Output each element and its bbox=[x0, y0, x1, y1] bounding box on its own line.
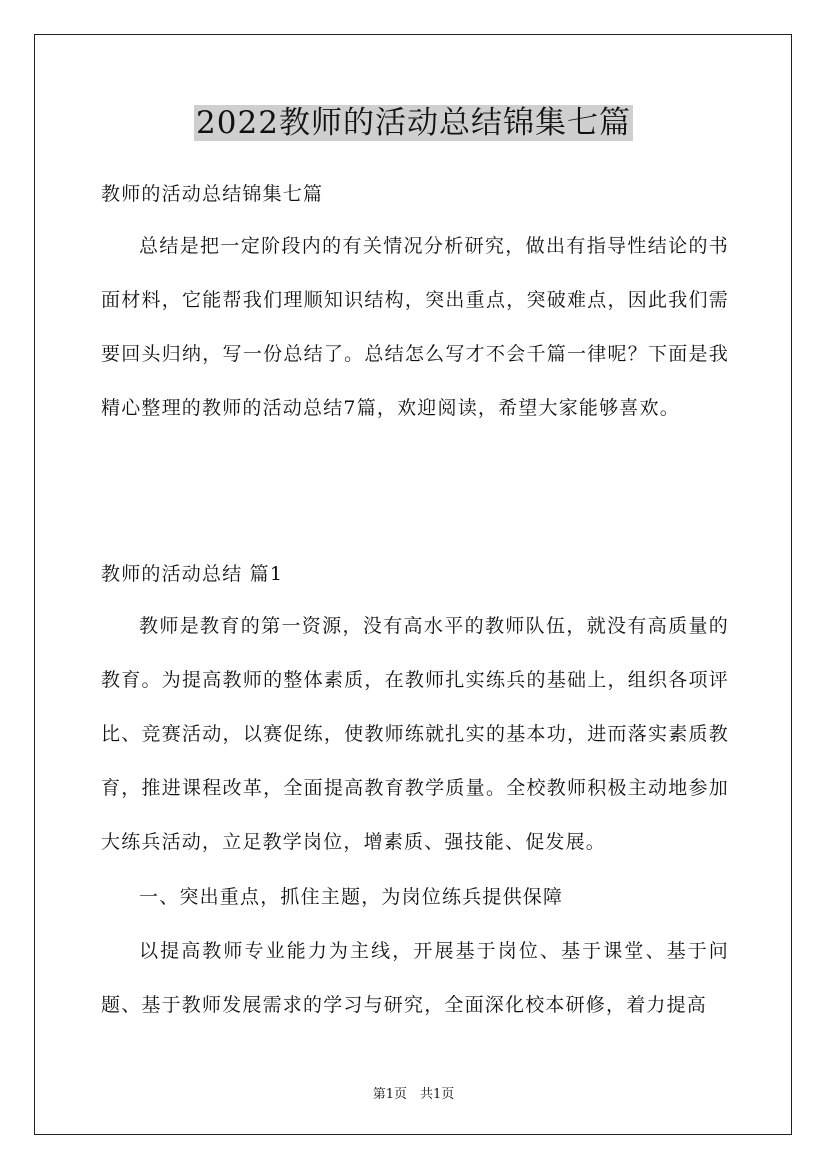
intro-paragraph: 总结是把一定阶段内的有关情况分析研究，做出有指导性结论的书面材料，它能帮我们理顺知识结构，突出重点，突破难点，因此我们需要回头归纳，写一份总结了。总结怎么写才不会千篇一律呢？下面是我精心整理的教师的活动总结7篇，欢迎阅读，希望大家能够喜欢。 bbox=[101, 235, 729, 419]
section1-point-1: 一、突出重点，抓住主题，为岗位练兵提供保障 bbox=[139, 886, 564, 908]
document-title: 2022教师的活动总结锦集七篇 bbox=[196, 105, 631, 141]
page-footer: 第1页 共1页 bbox=[372, 1087, 455, 1102]
section-heading: 教师的活动总结 篇1 bbox=[101, 563, 284, 585]
document-title-wrap bbox=[0, 100, 827, 146]
section1-paragraph-2: 以提高教师专业能力为主线，开展基于岗位、基于课堂、基于问题、基于教师发展需求的学习与研究，全面深化校本研修，着力提高 bbox=[101, 940, 729, 1016]
document-subtitle: 教师的活动总结锦集七篇 bbox=[101, 183, 324, 205]
section1-paragraph-1: 教师是教育的第一资源，没有高水平的教师队伍，就没有高质量的教育。为提高教师的整体素质，在教师扎实练兵的基础上，组织各项评比、竞赛活动，以赛促练，使教师练就扎实的基本功，进而落实素质教育，推进课程改革，全面提高教育教学质量。全校教师积极主动地参加大练兵活动，立足教学岗位，增素质、强技能、促发展。 bbox=[101, 615, 729, 853]
